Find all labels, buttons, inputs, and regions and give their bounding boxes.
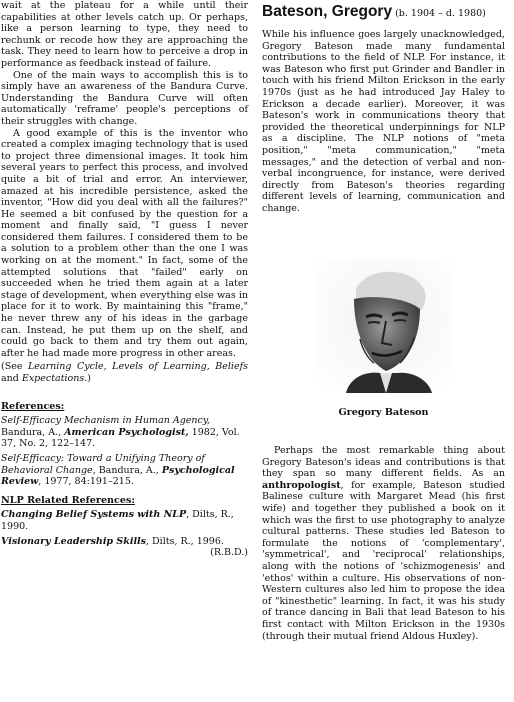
nlp-references-heading: NLP Related References: — [1, 494, 135, 506]
references-heading: References: — [1, 400, 65, 412]
paragraph-remarkable-ideas: Perhaps the most remarkable thing about Gregory Bateson's ideas and contributions is that they span so many different fields. As an anthropologist, for example, Bateson studied Balinese culture with Margaret Mead (his first wife) and together they published a book on it which was the first to use photography to analyze cultural patterns. These studies led Bateson to formulate the notions of 'complementary', 'symmetrical', and 'reciprocal' relationships, along with the notions of 'schizmogenesis' and 'ethos' within a culture. His observations of non-Western cultures also led him to propose the idea of "kinesthetic" learning. In fact, it was his study of trance dancing in Bali that lead Bateson to his first contact with Milton Erickson in the 1930s (through their mutual friend Aldous Huxley). — [262, 445, 505, 642]
keyword-anthropologist: anthropologist — [262, 479, 341, 491]
see-also: (See Learning Cycle, Levels of Learning, Beliefs and Expectations.) — [1, 361, 248, 384]
paragraph-influence: While his influence goes largely unacknowledged, Gregory Bateson made many fundamental contributions to the field of NLP. For instance, it was Bateson who first put Grinder and Bandler in touch with his friend Milton Erickson in the early 1970s (just as he had introduced Jay Haley to Erickson a decade earlier). Moreover, it was Bateson's work in communications theory that provided the theoretical underpinnings for NLP as a discipline. The NLP notions of "meta position," "meta communication," "meta messages," and the detection of verbal and non-verbal incongruence, for instance, were derived directly from Bateson's theories regarding different levels of learning, communication and change. — [262, 29, 505, 214]
nlp-reference-item: Visionary Leadership Skills, Dilts, R., 1996. — [1, 535, 224, 547]
author-signature: (R.B.D.) — [210, 547, 248, 559]
photo-caption: Gregory Bateson — [338, 406, 429, 418]
reference-item: Self-Efficacy: Toward a Unifying Theory of Behavioral Change, Bandura, A., Psychological Review, 1977, 84:191–215. — [1, 452, 235, 488]
portrait-image — [316, 259, 453, 393]
paragraph-bandura-curve: One of the main ways to accomplish this is to simply have an awareness of the Bandura Curve. Understanding the Bandura Curve will often automatically 'reframe' people's perceptions of their struggles with change. — [1, 69, 248, 127]
entry-title: Bateson, Gregory (b. 1904 – d. 1980) — [262, 3, 486, 20]
entry-dates: (b. 1904 – d. 1980) — [392, 8, 486, 19]
see-also-links: Learning Cycle, Levels of Learning, Beliefs — [27, 361, 248, 373]
left-column — [1, 0, 248, 559]
see-also-expectations: Expectations — [21, 373, 85, 384]
right-column — [262, 0, 505, 642]
paragraph-inventor-example: A good example of this is the inventor who created a complex imaging technology that is used to project three dimensional images. It took him several years to perfect this process, and involved quite a bit of trial and error. An interviewer, amazed at his incredible persistence, asked the inventor, "How did you deal with all the failures?" He seemed a bit confused by the question for a moment and finally said, "I guess I never considered them failures. I considered them to be a solution to a problem other than the one I was working on at the moment." In fact, some of the attempted solutions that "failed" early on succeeded when he tried them again at a later stage of development, when everything else was in place for it to work. By maintaining this "frame," he never threw any of his ideas in the garbage can. Instead, he put them up on the shelf, and could go back to them and try them out again, after he had made more progress in other areas. — [1, 127, 248, 359]
portrait-photo — [316, 259, 453, 393]
nlp-reference-item: Changing Belief Systems with NLP, Dilts, R., 1990. — [1, 509, 234, 532]
reference-item: Self-Efficacy Mechanism in Human Agency, Bandura, A., American Psychologist, 1982, Vol. 37, No. 2, 122–147. — [1, 415, 240, 450]
paragraph-plateau: wait at the plateau for a while until their capabilities at other levels catch up. Or perhaps, like a person learning to type, they need to rechunk or recode how they are approaching the task. They need to learn how to perceive a drop in performance as feedback instead of failure. — [1, 0, 248, 69]
